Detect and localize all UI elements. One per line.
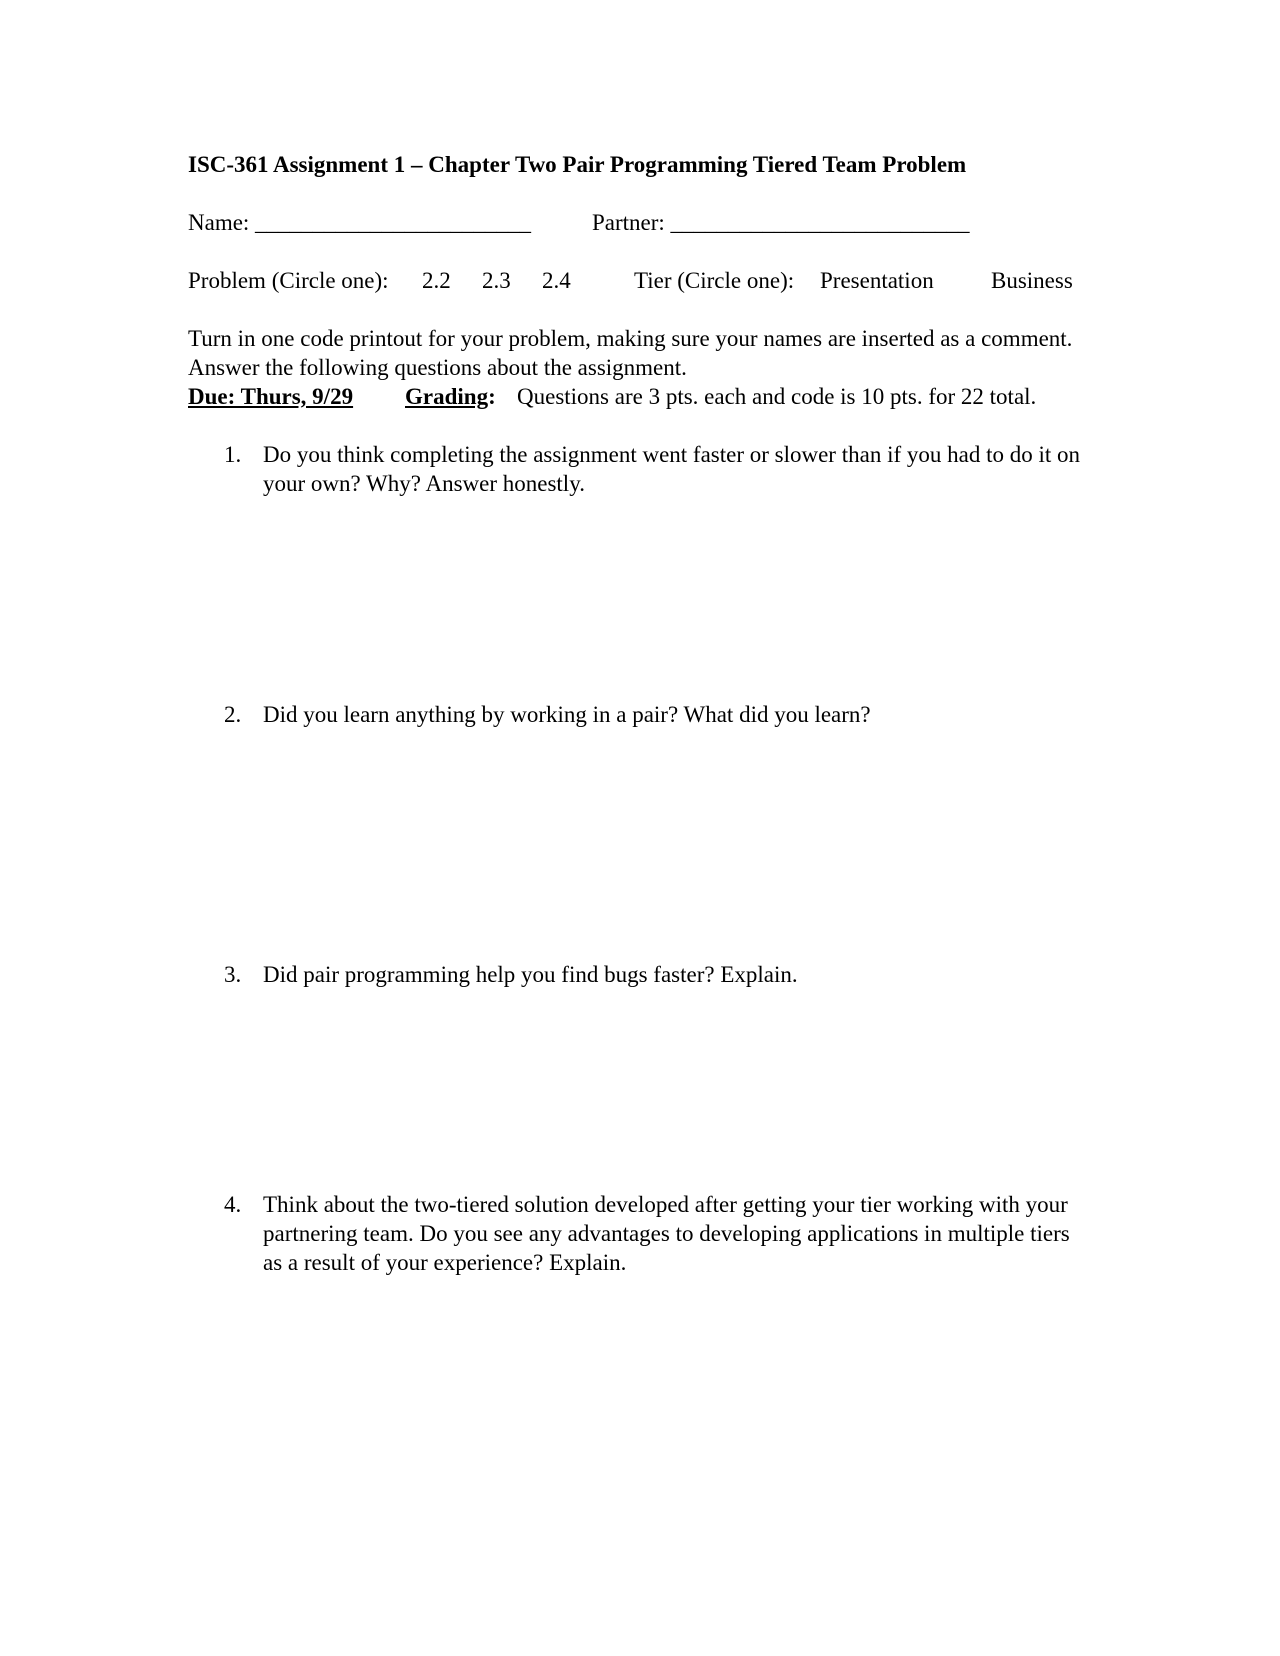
grading-label-text: Grading bbox=[405, 384, 489, 409]
tier-option-presentation: Presentation bbox=[820, 268, 934, 293]
due-date: Due: Thurs, 9/29 bbox=[188, 384, 354, 409]
question-text: Do you think completing the assignment went faster or slower than if you had to do it on your own? Why? Answer honestly. bbox=[263, 442, 1080, 496]
partner-field: Partner: __________________________ bbox=[592, 210, 970, 235]
due-grading-row bbox=[188, 382, 1037, 411]
grading-colon: : bbox=[488, 384, 496, 409]
tier-label: Tier (Circle one): bbox=[634, 268, 795, 293]
question-item bbox=[224, 440, 1094, 498]
instructions-paragraph: Turn in one code printout for your problem, making sure your names are inserted as a comment. Answer the following questions about the assignment. bbox=[188, 326, 1073, 380]
question-text: Think about the two-tiered solution developed after getting your tier working with your partnering team. Do you see any advantages to developing applications in multiple tiers as a result of your experience? Explain. bbox=[263, 1192, 1070, 1275]
name-partner-row bbox=[188, 208, 970, 237]
problem-option-2-2: 2.2 bbox=[422, 268, 451, 293]
problem-label: Problem (Circle one): bbox=[188, 268, 389, 293]
question-number: 1. bbox=[224, 442, 242, 467]
question-number: 3. bbox=[224, 962, 242, 987]
problem-option-2-4: 2.4 bbox=[542, 268, 571, 293]
question-text: Did pair programming help you find bugs faster? Explain. bbox=[263, 962, 798, 987]
question-item bbox=[224, 700, 1094, 729]
grading-label bbox=[405, 382, 496, 411]
question-item bbox=[224, 960, 1094, 989]
grading-text: Questions are 3 pts. each and code is 10 pts. for 22 total. bbox=[517, 384, 1037, 409]
question-text: Did you learn anything by working in a pair? What did you learn? bbox=[263, 702, 871, 727]
question-number: 4. bbox=[224, 1192, 242, 1217]
problem-option-2-3: 2.3 bbox=[482, 268, 511, 293]
question-item bbox=[224, 1190, 1094, 1277]
tier-option-business: Business bbox=[991, 268, 1073, 293]
page-title: ISC-361 Assignment 1 – Chapter Two Pair Programming Tiered Team Problem bbox=[188, 152, 967, 177]
question-number: 2. bbox=[224, 702, 242, 727]
name-field: Name: ________________________ bbox=[188, 210, 532, 235]
